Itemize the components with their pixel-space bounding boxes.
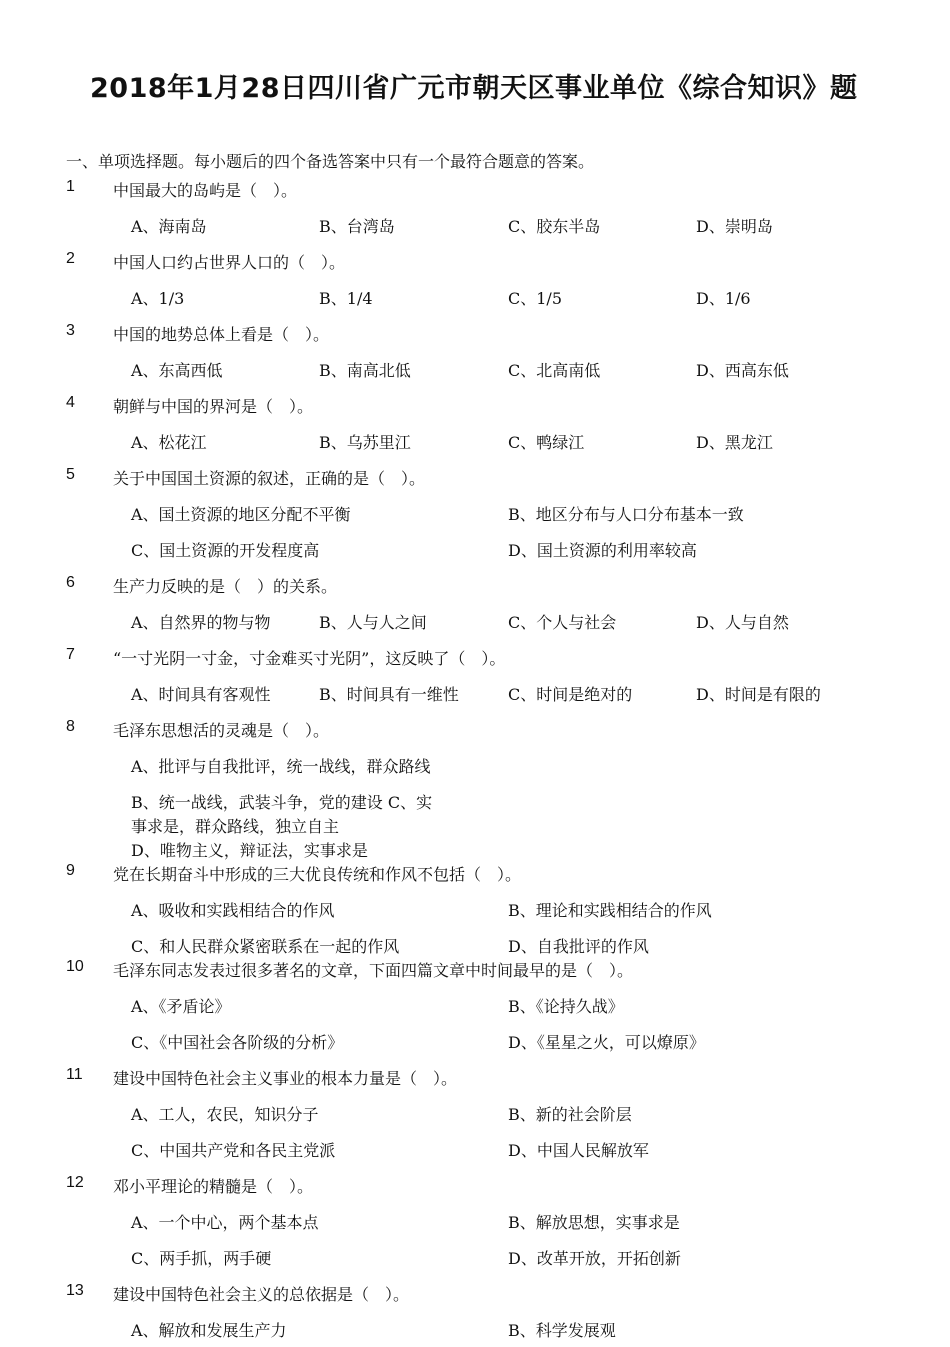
option: A、东高西低 xyxy=(131,361,223,380)
option: B、乌苏里江 xyxy=(319,433,411,452)
question-number: 2 xyxy=(66,250,75,267)
question-number: 12 xyxy=(66,1174,84,1191)
option: A、《矛盾论》 xyxy=(131,997,231,1016)
option: B、1/4 xyxy=(319,289,373,308)
question-text: 毛泽东思想活的灵魂是（ ）。 xyxy=(113,721,330,740)
option: C、《中国社会各阶级的分析》 xyxy=(131,1033,344,1052)
question-text: 建设中国特色社会主义事业的根本力量是（ ）。 xyxy=(113,1069,458,1088)
option: B、人与人之间 xyxy=(319,613,427,632)
option: D、国土资源的利用率较高 xyxy=(508,541,697,560)
question-text: 中国最大的岛屿是（ ）。 xyxy=(113,181,298,200)
option: C、两手抓，两手硬 xyxy=(131,1249,272,1268)
question-text: 中国的地势总体上看是（ ）。 xyxy=(113,325,330,344)
question-text: “一寸光阴一寸金，寸金难买寸光阴”，这反映了（ ）。 xyxy=(113,649,506,668)
option: D、人与自然 xyxy=(696,613,789,632)
option: B、地区分布与人口分布基本一致 xyxy=(508,505,744,524)
question-text: 邓小平理论的精髓是（ ）。 xyxy=(113,1177,314,1196)
question-number: 11 xyxy=(66,1066,83,1083)
option: C、中国共产党和各民主党派 xyxy=(131,1141,336,1160)
option: A、国土资源的地区分配不平衡 xyxy=(131,505,351,524)
question-text: 朝鲜与中国的界河是（ ）。 xyxy=(113,397,314,416)
question-number: 7 xyxy=(66,646,75,663)
option: B、新的社会阶层 xyxy=(508,1105,632,1124)
option: D、西高东低 xyxy=(696,361,789,380)
option: D、唯物主义，辩证法，实事求是 xyxy=(131,841,368,860)
option: A、解放和发展生产力 xyxy=(131,1321,287,1340)
option: C、时间是绝对的 xyxy=(508,685,633,704)
option: D、中国人民解放军 xyxy=(508,1141,649,1160)
option: C、胶东半岛 xyxy=(508,217,601,236)
option: A、海南岛 xyxy=(131,217,207,236)
question-number: 3 xyxy=(66,322,75,339)
question-text: 关于中国国土资源的叙述，正确的是（ ）。 xyxy=(113,469,426,488)
option: B、台湾岛 xyxy=(319,217,395,236)
option: A、1/3 xyxy=(131,289,185,308)
option: B、理论和实践相结合的作风 xyxy=(508,901,712,920)
option: B、统一战线，武装斗争，党的建设 C、实 xyxy=(131,793,433,812)
page-title: 2018年1月28日四川省广元市朝天区事业单位《综合知识》题 xyxy=(90,73,858,104)
option: C、1/5 xyxy=(508,289,562,308)
option: D、1/6 xyxy=(696,289,751,308)
option: C、鸭绿江 xyxy=(508,433,585,452)
question-number: 6 xyxy=(66,574,75,591)
option: A、松花江 xyxy=(131,433,207,452)
option: D、崇明岛 xyxy=(696,217,773,236)
question-number: 8 xyxy=(66,718,75,735)
option: C、北高南低 xyxy=(508,361,601,380)
question-text: 毛泽东同志发表过很多著名的文章，下面四篇文章中时间最早的是（ ）。 xyxy=(113,961,634,980)
option: A、自然界的物与物 xyxy=(131,613,271,632)
option: B、科学发展观 xyxy=(508,1321,616,1340)
option: A、一个中心，两个基本点 xyxy=(131,1213,319,1232)
question-number: 4 xyxy=(66,394,75,411)
option: C、和人民群众紧密联系在一起的作风 xyxy=(131,937,400,956)
question-text: 中国人口约占世界人口的（ ）。 xyxy=(113,253,346,272)
question-text: 生产力反映的是（ ）的关系。 xyxy=(113,577,338,596)
option: A、时间具有客观性 xyxy=(131,685,271,704)
question-number: 10 xyxy=(66,958,84,975)
option: D、时间是有限的 xyxy=(696,685,821,704)
option: B、南高北低 xyxy=(319,361,411,380)
option: A、批评与自我批评，统一战线，群众路线 xyxy=(131,757,431,776)
question-text: 党在长期奋斗中形成的三大优良传统和作风不包括（ ）。 xyxy=(113,865,522,884)
option: D、黑龙江 xyxy=(696,433,773,452)
option: A、工人，农民，知识分子 xyxy=(131,1105,319,1124)
section-heading: 一、单项选择题。每小题后的四个备选答案中只有一个最符合题意的答案。 xyxy=(66,152,595,171)
option: D、自我批评的作风 xyxy=(508,937,649,956)
option: A、吸收和实践相结合的作风 xyxy=(131,901,335,920)
option: C、个人与社会 xyxy=(508,613,617,632)
option: B、《论持久战》 xyxy=(508,997,624,1016)
question-text: 建设中国特色社会主义的总依据是（ ）。 xyxy=(113,1285,410,1304)
option: 事求是，群众路线，独立自主 xyxy=(131,817,340,836)
option: B、时间具有一维性 xyxy=(319,685,459,704)
question-number: 1 xyxy=(66,178,75,195)
question-number: 13 xyxy=(66,1282,84,1299)
option: D、《星星之火，可以燎原》 xyxy=(508,1033,705,1052)
question-number: 9 xyxy=(66,862,75,879)
option: C、国土资源的开发程度高 xyxy=(131,541,320,560)
question-number: 5 xyxy=(66,466,75,483)
option: D、改革开放，开拓创新 xyxy=(508,1249,681,1268)
option: B、解放思想，实事求是 xyxy=(508,1213,680,1232)
